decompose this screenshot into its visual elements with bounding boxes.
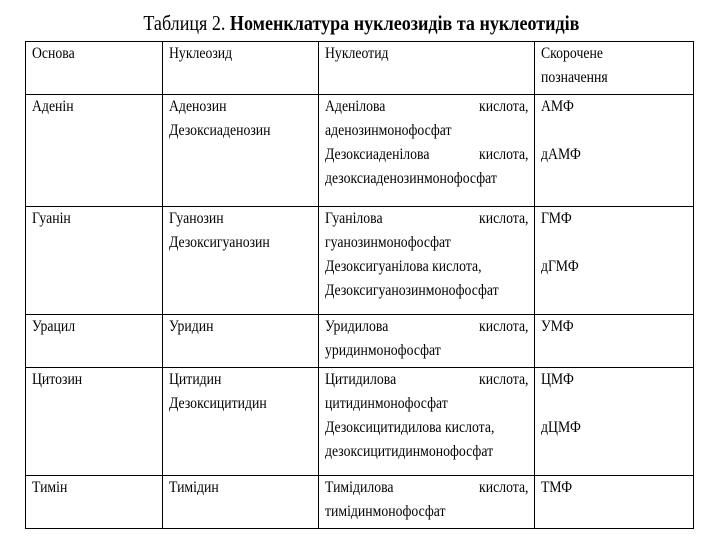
nucleoside-name: Дезоксиаденозин [169,122,271,139]
table-header-row [26,42,694,95]
nucleotide-line: Дезоксигуанілова кислота, [325,258,482,275]
table-row [26,368,694,476]
nucleotide-line: дезоксиаденозинмонофосфат [325,170,497,187]
nucleotide-line [325,143,528,167]
nucleotide-word: Цитидилова [325,371,397,388]
abbreviation: ТМФ [541,479,573,496]
nucleotide-word: кислота, [478,98,528,115]
base-cell [26,207,163,315]
base-cell [26,315,163,368]
nucleotide-line: Дезоксицитидилова кислота, [325,419,495,436]
abbreviation: дГМФ [541,258,579,275]
nucleotide-cell [319,207,535,315]
base-name: Аденін [32,98,74,115]
nucleotide-line [325,368,528,392]
abbreviation-cell [535,476,694,529]
nucleotide-word: Тимідилова [325,479,394,496]
nucleotide-line: цитидинмонофосфат [325,395,448,412]
nucleoside-cell [163,95,319,207]
nucleotide-cell [319,476,535,529]
nucleotide-line [325,207,528,231]
abbreviation: АМФ [541,98,574,115]
abbreviation: дЦМФ [541,419,581,436]
header-cell-nucleoside [163,42,319,95]
abbreviation: дАМФ [541,146,581,163]
abbreviation-cell [535,95,694,207]
header-base-label: Основа [32,45,75,62]
header-cell-abbreviation [535,42,694,95]
nucleotide-line [325,476,528,500]
abbreviation-cell [535,368,694,476]
header-abbrev-line: позначення [541,69,608,86]
nucleotide-line: тимідинмонофосфат [325,503,446,520]
nucleoside-cell [163,368,319,476]
nomenclature-table [25,41,694,529]
table-title-prefix: Таблиця 2. [143,11,226,35]
base-cell [26,95,163,207]
nucleotide-cell [319,315,535,368]
header-cell-nucleotide [319,42,535,95]
nucleoside-cell [163,207,319,315]
nucleotide-cell [319,368,535,476]
nucleotide-word: кислота, [478,318,528,335]
header-nucleotide-label: Нуклеотид [325,45,389,62]
abbreviation-cell [535,207,694,315]
nucleoside-name: Дезоксигуанозин [169,234,270,251]
nucleotide-word: Аденілова [325,98,386,115]
nucleotide-line: гуанозинмонофосфат [325,234,451,251]
table-row [26,95,694,207]
base-name: Гуанін [32,210,71,227]
nucleoside-name: Тимідин [169,479,219,496]
nucleotide-line [325,315,528,339]
nucleotide-line [325,95,528,119]
header-abbrev-line: Скорочене [541,45,603,62]
base-cell [26,476,163,529]
nucleoside-cell [163,476,319,529]
nucleotide-cell [319,95,535,207]
table-row [26,476,694,529]
table-title [52,8,671,38]
nucleotide-word: кислота, [478,146,528,163]
nucleoside-cell [163,315,319,368]
base-name: Урацил [32,318,76,335]
nucleotide-word: кислота, [478,479,528,496]
header-cell-base [26,42,163,95]
nucleotide-word: Гуанілова [325,210,383,227]
abbreviation-cell [535,315,694,368]
nucleoside-name: Цитидин [169,371,222,388]
nucleoside-name: Дезоксицитидин [169,395,267,412]
abbreviation: УМФ [541,318,574,335]
table-row [26,315,694,368]
nucleoside-name: Аденозин [169,98,227,115]
nucleotide-line: уридинмонофосфат [325,342,441,359]
base-name: Цитозин [32,371,83,388]
nucleoside-name: Уридин [169,318,214,335]
nucleotide-word: Дезоксиаденілова [325,146,430,163]
nucleoside-name: Гуанозин [169,210,224,227]
table-title-main: Номенклатура нуклеозидів та нуклеотидів [229,11,580,35]
nucleotide-word: Уридилова [325,318,389,335]
nucleotide-line: дезоксицитидинмонофосфат [325,443,494,460]
nucleotide-line: аденозинмонофосфат [325,122,452,139]
base-cell [26,368,163,476]
nucleotide-word: кислота, [478,210,528,227]
nucleotide-line: Дезоксигуанозинмонофосфат [325,282,499,299]
header-nucleoside-label: Нуклеозид [169,45,233,62]
abbreviation: ЦМФ [541,371,574,388]
abbreviation: ГМФ [541,210,572,227]
base-name: Тимін [32,479,68,496]
table-row [26,207,694,315]
nucleotide-word: кислота, [478,371,528,388]
